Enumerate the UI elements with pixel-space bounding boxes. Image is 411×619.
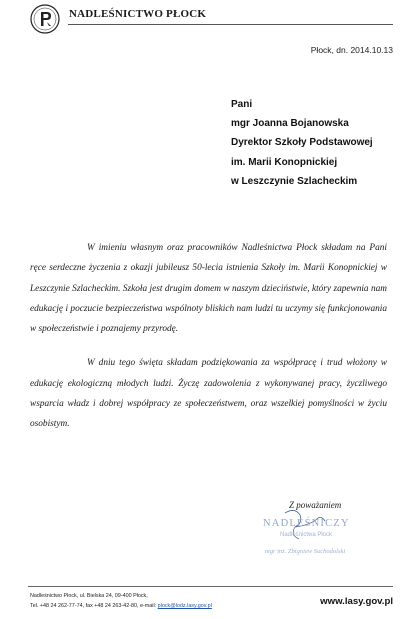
stamp-subtitle: Nadleśnictwa Płock xyxy=(280,532,333,538)
body-paragraph-2: W dniu tego święta składam podziękowania za współpracę i trud włożony w edukację ekologiczną młodych ludzi. Życzę zadowolenia z wykonywanej pracy, życzliwego wsparcia władz i dobrej współpracy ze społeczeństwem, oraz wszelkiej pomyślności w życiu osobistym. xyxy=(30,358,387,430)
footer-phone-fax: Tel. +48 24 262-77-74, fax +48 24 263-42-80, e-mail: xyxy=(30,603,158,609)
lasy-panstwowe-logo-icon xyxy=(30,4,60,34)
closing-greeting: Z poważaniem xyxy=(289,500,342,510)
footer-divider xyxy=(28,586,393,587)
organization-name: NADLEŚNICTWO PŁOCK xyxy=(69,8,207,20)
footer-contact xyxy=(30,591,212,611)
stamp-title: NADLEŚNICZY xyxy=(263,518,350,529)
header-divider xyxy=(68,24,393,25)
addressee-school-name: im. Marii Konopnickiej xyxy=(231,156,338,168)
footer-phone-line xyxy=(30,601,212,611)
addressee-location: w Leszczynie Szlacheckim xyxy=(231,175,358,187)
letter-body xyxy=(30,238,387,449)
addressee-block xyxy=(231,95,373,191)
addressee-position: Dyrektor Szkoły Podstawowej xyxy=(231,137,373,149)
body-paragraph-1: W imieniu własnym oraz pracowników Nadleśnictwa Płock składam na Pani ręce serdeczne życzenia z okazji jubileusz 50-lecia istnienia Szkoły im. Marii Konopnickiej w Leszczynie Szlacheckim. Szkoła jest drugim domem w naszym dzieciństwie, który zapewnia nam edukację i poczucie bezpieczeństwa wspólnoty bliskich nam ludzi tu uczymy się funkcjonowania w społeczeństwie i poznajemy przyrodę. xyxy=(30,243,387,335)
stamp-signatory-name: mgr inż. Zbigniew Suchodolski xyxy=(265,548,346,555)
footer-address: Nadleśnictwo Płock, ul. Bielska 24, 09-400 Płock, xyxy=(30,593,148,599)
footer-website-link[interactable]: www.lasy.gov.pl xyxy=(320,596,393,607)
addressee-salutation: Pani xyxy=(231,99,253,110)
addressee-name: mgr Joanna Bojanowska xyxy=(231,118,349,130)
letter-date: Płock, dn. 2014.10.13 xyxy=(310,45,393,55)
footer-email-link[interactable]: plock@lodz.lasy.gov.pl xyxy=(157,603,212,609)
